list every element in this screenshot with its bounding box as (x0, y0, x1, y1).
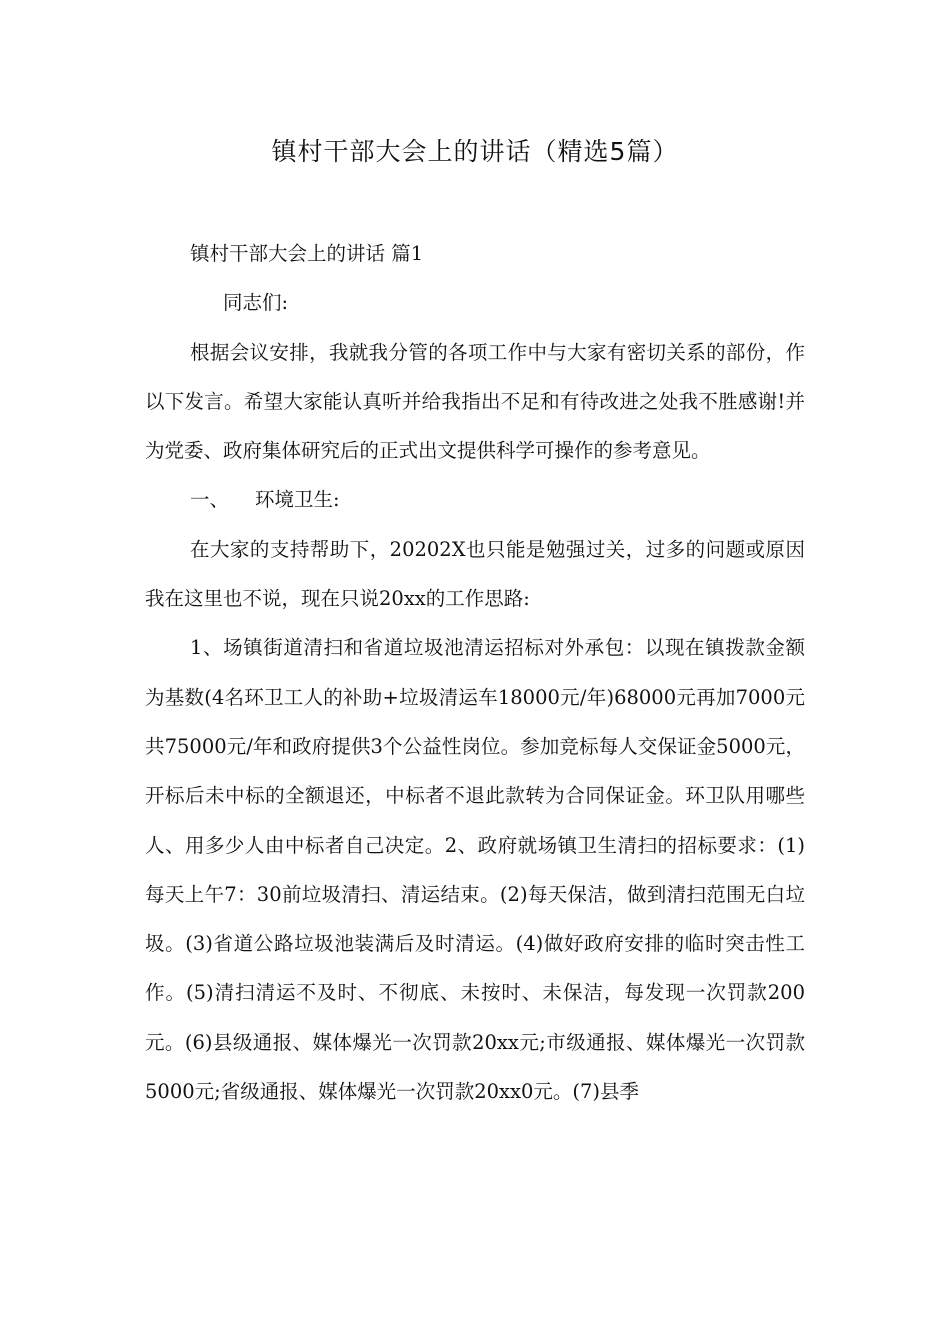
section-heading: 镇村干部大会上的讲话 篇1 (190, 242, 424, 265)
paragraph-intro: 根据会议安排，我就我分管的各项工作中与大家有密切关系的部份，作以下发言。希望大家能认真听并给我指出不足和有待改进之处我不胜感谢!并为党委、政府集体研究后的正式出文提供科学可操作的参考意见。 (145, 340, 805, 463)
item-heading-number: 一、 (190, 488, 230, 512)
document-body (145, 229, 805, 1116)
item-heading-text: 环境卫生: (255, 488, 340, 512)
paragraph-tender-details: 1、场镇街道清扫和省道垃圾池清运招标对外承包：以现在镇拨款金额为基数(4名环卫工人的补助+垃圾清运车18000元/年)68000元再加7000元共75000元/年和政府提供3个公益性岗位。参加竞标每人交保证金5000元，开标后未中标的全额退还，中标者不退此款转为合同保证金。环卫队用哪些人、用多少人由中标者自己决定。2、政府就场镇卫生清扫的招标要求：(1)每天上午7：30前垃圾清扫、清运结束。(2)每天保洁，做到清扫范围无白垃圾。(3)省道公路垃圾池装满后及时清运。(4)做好政府安排的临时突击性工作。(5)清扫清运不及时、不彻底、未按时、未保洁，每发现一次罚款200元。(6)县级通报、媒体爆光一次罚款20xx元;市级通报、媒体爆光一次罚款5000元;省级通报、媒体爆光一次罚款20xx0元。(7)县季 (145, 636, 805, 1104)
salutation: 同志们: (223, 291, 289, 315)
document-title: 镇村干部大会上的讲话（精选5篇） (271, 137, 679, 166)
item-heading-environment (145, 475, 805, 524)
paragraph-work-idea: 在大家的支持帮助下，20202X也只能是勉强过关，过多的问题或原因我在这里也不说，现在只说20xx的工作思路: (145, 537, 805, 611)
